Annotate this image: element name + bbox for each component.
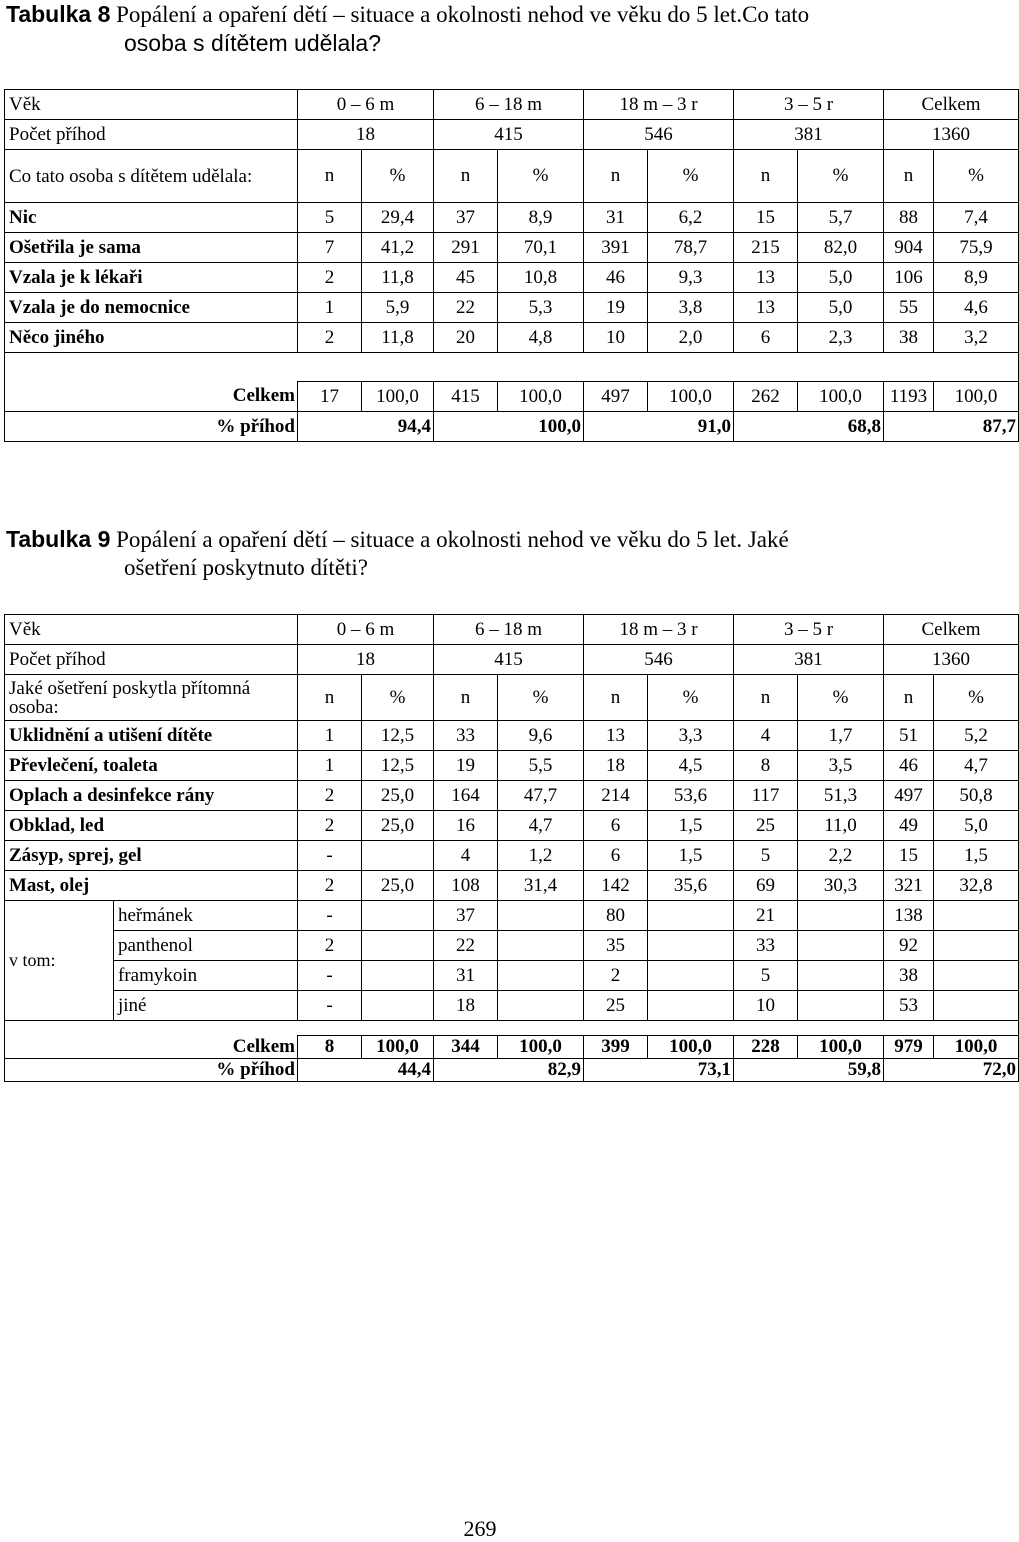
- data-cell: 18: [584, 751, 648, 781]
- table-row: [5, 203, 1019, 233]
- empty-cell: [648, 961, 734, 991]
- empty-cell: [362, 991, 434, 1021]
- data-cell: 4,7: [934, 751, 1019, 781]
- empty-cell: [934, 991, 1019, 1021]
- pct-header: %: [362, 150, 434, 203]
- table8-spacer-row: [5, 353, 1019, 382]
- data-cell: 78,7: [648, 233, 734, 263]
- count-cell: 415: [434, 645, 584, 675]
- data-cell: 29,4: [362, 203, 434, 233]
- pct-header: %: [798, 150, 884, 203]
- data-cell: 9,3: [648, 263, 734, 293]
- data-cell: -: [298, 841, 362, 871]
- row-label: Zásyp, sprej, gel: [5, 841, 298, 871]
- question-label: Co tato osoba s dítětem udělala:: [5, 150, 298, 203]
- empty-cell: [498, 961, 584, 991]
- data-cell: 5,3: [498, 293, 584, 323]
- data-cell: 50,8: [934, 781, 1019, 811]
- age-label: Věk: [5, 90, 298, 120]
- total-cell: 1193: [884, 382, 934, 412]
- data-cell: 10: [584, 323, 648, 353]
- data-cell: 6,2: [648, 203, 734, 233]
- n-header: n: [884, 675, 934, 721]
- data-cell: 291: [434, 233, 498, 263]
- data-cell: 11,8: [362, 323, 434, 353]
- data-cell: 92: [884, 931, 934, 961]
- data-cell: 5: [734, 841, 798, 871]
- empty-cell: [798, 901, 884, 931]
- data-cell: 12,5: [362, 721, 434, 751]
- data-cell: 11,8: [362, 263, 434, 293]
- subgroup-label: v tom:: [5, 901, 114, 1021]
- table-row: [5, 263, 1019, 293]
- count-label: Počet příhod: [5, 120, 298, 150]
- data-cell: 31: [584, 203, 648, 233]
- table8-age-row: [5, 90, 1019, 120]
- total-cell: 497: [584, 382, 648, 412]
- count-cell: 546: [584, 645, 734, 675]
- total-cell: 399: [584, 1036, 648, 1059]
- pct-header: %: [798, 675, 884, 721]
- count-cell: 1360: [884, 120, 1019, 150]
- data-cell: 4: [734, 721, 798, 751]
- sub-row: [5, 991, 1019, 1021]
- data-cell: -: [298, 961, 362, 991]
- data-cell: 4: [434, 841, 498, 871]
- row-label: Vzala je do nemocnice: [5, 293, 298, 323]
- total-cell: 100,0: [798, 1036, 884, 1059]
- pct-label: % příhod: [5, 1059, 298, 1082]
- data-cell: 25: [584, 991, 648, 1021]
- empty-cell: [934, 901, 1019, 931]
- total-label: Celkem: [5, 1036, 298, 1059]
- table9-caption-line2: ošetření poskytnuto dítěti?: [124, 555, 369, 580]
- data-cell: 69: [734, 871, 798, 901]
- table9-caption: [6, 525, 956, 582]
- data-cell: 9,6: [498, 721, 584, 751]
- data-cell: 4,7: [498, 811, 584, 841]
- count-label: Počet příhod: [5, 645, 298, 675]
- sub-row-label: framykoin: [114, 961, 298, 991]
- pct-cell: 91,0: [584, 412, 734, 442]
- row-label: Převlečení, toaleta: [5, 751, 298, 781]
- count-cell: 18: [298, 645, 434, 675]
- empty-cell: [362, 931, 434, 961]
- table9-question-row: [5, 675, 1019, 721]
- age-group: Celkem: [884, 90, 1019, 120]
- data-cell: 75,9: [934, 233, 1019, 263]
- data-cell: 5,0: [798, 293, 884, 323]
- total-cell: 100,0: [498, 382, 584, 412]
- data-cell: 37: [434, 901, 498, 931]
- data-cell: 1: [298, 751, 362, 781]
- data-cell: 31,4: [498, 871, 584, 901]
- total-label: Celkem: [5, 382, 298, 412]
- data-cell: 4,6: [934, 293, 1019, 323]
- row-label: Mast, olej: [5, 871, 298, 901]
- data-cell: 164: [434, 781, 498, 811]
- table9-age-row: [5, 615, 1019, 645]
- age-group: Celkem: [884, 615, 1019, 645]
- pct-cell: 73,1: [584, 1059, 734, 1082]
- data-cell: 108: [434, 871, 498, 901]
- data-cell: 8: [734, 751, 798, 781]
- total-cell: 100,0: [934, 1036, 1019, 1059]
- table9-count-row: [5, 645, 1019, 675]
- table-row: [5, 721, 1019, 751]
- data-cell: 2: [584, 961, 648, 991]
- data-cell: 15: [734, 203, 798, 233]
- data-cell: 25,0: [362, 811, 434, 841]
- pct-header: %: [934, 150, 1019, 203]
- age-label: Věk: [5, 615, 298, 645]
- data-cell: 8,9: [498, 203, 584, 233]
- data-cell: 70,1: [498, 233, 584, 263]
- data-cell: 30,3: [798, 871, 884, 901]
- sub-row-label: jiné: [114, 991, 298, 1021]
- n-header: n: [584, 675, 648, 721]
- data-cell: 6: [734, 323, 798, 353]
- total-cell: 228: [734, 1036, 798, 1059]
- table8-caption-line2: osoba s dítětem udělala?: [124, 30, 382, 56]
- age-group: 3 – 5 r: [734, 615, 884, 645]
- pct-header: %: [498, 675, 584, 721]
- age-group: 3 – 5 r: [734, 90, 884, 120]
- pct-label: % příhod: [5, 412, 298, 442]
- data-cell: 2: [298, 323, 362, 353]
- data-cell: 142: [584, 871, 648, 901]
- data-cell: 33: [434, 721, 498, 751]
- pct-header: %: [648, 150, 734, 203]
- n-header: n: [884, 150, 934, 203]
- data-cell: 88: [884, 203, 934, 233]
- table9-caption-label: Tabulka 9: [6, 526, 111, 552]
- table-row: [5, 781, 1019, 811]
- empty-cell: [648, 931, 734, 961]
- pct-cell: 100,0: [434, 412, 584, 442]
- pct-cell: 68,8: [734, 412, 884, 442]
- data-cell: 2: [298, 931, 362, 961]
- data-cell: 497: [884, 781, 934, 811]
- data-cell: 138: [884, 901, 934, 931]
- empty-cell: [362, 901, 434, 931]
- count-cell: 18: [298, 120, 434, 150]
- table-row: [5, 751, 1019, 781]
- data-cell: 2: [298, 263, 362, 293]
- total-cell: 100,0: [498, 1036, 584, 1059]
- empty-cell: [934, 961, 1019, 991]
- n-header: n: [584, 150, 648, 203]
- data-cell: 1: [298, 293, 362, 323]
- data-cell: -: [298, 991, 362, 1021]
- data-cell: 13: [734, 263, 798, 293]
- data-cell: 80: [584, 901, 648, 931]
- data-cell: 21: [734, 901, 798, 931]
- data-cell: 215: [734, 233, 798, 263]
- n-header: n: [434, 675, 498, 721]
- pct-cell: 94,4: [298, 412, 434, 442]
- data-cell: 1,2: [498, 841, 584, 871]
- data-cell: 4,5: [648, 751, 734, 781]
- data-cell: 2,3: [798, 323, 884, 353]
- sub-row-label: heřmánek: [114, 901, 298, 931]
- page-number: 269: [463, 1516, 497, 1541]
- question-label: Jaké ošetření poskytla přítomná osoba:: [5, 675, 298, 721]
- data-cell: 2: [298, 811, 362, 841]
- row-label: Vzala je k lékaři: [5, 263, 298, 293]
- data-cell: 8,9: [934, 263, 1019, 293]
- total-cell: 17: [298, 382, 362, 412]
- total-cell: 100,0: [648, 1036, 734, 1059]
- data-cell: 37: [434, 203, 498, 233]
- count-cell: 381: [734, 120, 884, 150]
- data-cell: 25,0: [362, 781, 434, 811]
- data-cell: 55: [884, 293, 934, 323]
- sub-row-label: panthenol: [114, 931, 298, 961]
- data-cell: 35,6: [648, 871, 734, 901]
- data-cell: 5,7: [798, 203, 884, 233]
- table-row: [5, 323, 1019, 353]
- data-cell: 15: [884, 841, 934, 871]
- data-cell: 117: [734, 781, 798, 811]
- sub-row: [5, 901, 1019, 931]
- data-cell: 12,5: [362, 751, 434, 781]
- age-group: 6 – 18 m: [434, 90, 584, 120]
- empty-cell: [498, 931, 584, 961]
- data-cell: 5,5: [498, 751, 584, 781]
- data-cell: 1,5: [648, 841, 734, 871]
- data-cell: 10,8: [498, 263, 584, 293]
- count-cell: 381: [734, 645, 884, 675]
- count-cell: 546: [584, 120, 734, 150]
- data-cell: 904: [884, 233, 934, 263]
- data-cell: 214: [584, 781, 648, 811]
- sub-row: [5, 931, 1019, 961]
- table8-count-row: [5, 120, 1019, 150]
- data-cell: 13: [734, 293, 798, 323]
- data-cell: 82,0: [798, 233, 884, 263]
- row-label: Něco jiného: [5, 323, 298, 353]
- table9-spacer-row: [5, 1021, 1019, 1036]
- data-cell: 53: [884, 991, 934, 1021]
- data-cell: 5,9: [362, 293, 434, 323]
- data-cell: 1: [298, 721, 362, 751]
- total-cell: 100,0: [934, 382, 1019, 412]
- table-row: [5, 871, 1019, 901]
- data-cell: 2,0: [648, 323, 734, 353]
- data-cell: 22: [434, 931, 498, 961]
- data-cell: 35: [584, 931, 648, 961]
- data-cell: 6: [584, 811, 648, 841]
- data-cell: 19: [434, 751, 498, 781]
- data-cell: 22: [434, 293, 498, 323]
- data-cell: 5,0: [798, 263, 884, 293]
- empty-cell: [498, 991, 584, 1021]
- pct-header: %: [498, 150, 584, 203]
- data-cell: 6: [584, 841, 648, 871]
- pct-header: %: [934, 675, 1019, 721]
- data-cell: [362, 841, 434, 871]
- total-cell: 100,0: [648, 382, 734, 412]
- total-cell: 262: [734, 382, 798, 412]
- empty-cell: [798, 991, 884, 1021]
- table8: [4, 89, 1019, 442]
- data-cell: 31: [434, 961, 498, 991]
- data-cell: 25: [734, 811, 798, 841]
- age-group: 6 – 18 m: [434, 615, 584, 645]
- data-cell: 16: [434, 811, 498, 841]
- data-cell: -: [298, 901, 362, 931]
- n-header: n: [298, 675, 362, 721]
- empty-cell: [798, 961, 884, 991]
- n-header: n: [298, 150, 362, 203]
- total-cell: 415: [434, 382, 498, 412]
- data-cell: 11,0: [798, 811, 884, 841]
- data-cell: 13: [584, 721, 648, 751]
- data-cell: 3,3: [648, 721, 734, 751]
- table9-total-row: [5, 1036, 1019, 1059]
- table9-caption-line1: Popálení a opaření dětí – situace a okolnosti nehod ve věku do 5 let. Jaké: [116, 527, 789, 552]
- data-cell: 1,5: [648, 811, 734, 841]
- total-cell: 100,0: [362, 382, 434, 412]
- pct-cell: 87,7: [884, 412, 1019, 442]
- row-label: Uklidnění a utišení dítěte: [5, 721, 298, 751]
- data-cell: 19: [584, 293, 648, 323]
- data-cell: 391: [584, 233, 648, 263]
- empty-cell: [498, 901, 584, 931]
- n-header: n: [734, 675, 798, 721]
- n-header: n: [434, 150, 498, 203]
- pct-cell: 82,9: [434, 1059, 584, 1082]
- data-cell: 106: [884, 263, 934, 293]
- data-cell: 5: [734, 961, 798, 991]
- row-label: Obklad, led: [5, 811, 298, 841]
- data-cell: 38: [884, 961, 934, 991]
- table8-caption: [6, 0, 956, 57]
- data-cell: 1,5: [934, 841, 1019, 871]
- data-cell: 18: [434, 991, 498, 1021]
- table-row: [5, 233, 1019, 263]
- pct-cell: 44,4: [298, 1059, 434, 1082]
- n-header: n: [734, 150, 798, 203]
- total-cell: 979: [884, 1036, 934, 1059]
- empty-cell: [648, 901, 734, 931]
- data-cell: 51,3: [798, 781, 884, 811]
- total-cell: 344: [434, 1036, 498, 1059]
- pct-cell: 59,8: [734, 1059, 884, 1082]
- row-label: Oplach a desinfekce rány: [5, 781, 298, 811]
- age-group: 0 – 6 m: [298, 90, 434, 120]
- data-cell: 32,8: [934, 871, 1019, 901]
- data-cell: 1,7: [798, 721, 884, 751]
- table-row: [5, 293, 1019, 323]
- data-cell: 7,4: [934, 203, 1019, 233]
- pct-cell: 72,0: [884, 1059, 1019, 1082]
- data-cell: 38: [884, 323, 934, 353]
- empty-cell: [362, 961, 434, 991]
- row-label: Nic: [5, 203, 298, 233]
- data-cell: 53,6: [648, 781, 734, 811]
- data-cell: 7: [298, 233, 362, 263]
- age-group: 18 m – 3 r: [584, 615, 734, 645]
- data-cell: 2: [298, 781, 362, 811]
- data-cell: 10: [734, 991, 798, 1021]
- table8-total-row: [5, 382, 1019, 412]
- data-cell: 33: [734, 931, 798, 961]
- table9-pct-row: [5, 1059, 1019, 1082]
- data-cell: 25,0: [362, 871, 434, 901]
- data-cell: 3,2: [934, 323, 1019, 353]
- table-row: [5, 841, 1019, 871]
- empty-cell: [934, 931, 1019, 961]
- pct-header: %: [362, 675, 434, 721]
- table8-question-row: [5, 150, 1019, 203]
- count-cell: 415: [434, 120, 584, 150]
- age-group: 0 – 6 m: [298, 615, 434, 645]
- data-cell: 2,2: [798, 841, 884, 871]
- data-cell: 3,8: [648, 293, 734, 323]
- data-cell: 41,2: [362, 233, 434, 263]
- data-cell: 45: [434, 263, 498, 293]
- data-cell: 5: [298, 203, 362, 233]
- total-cell: 8: [298, 1036, 362, 1059]
- data-cell: 49: [884, 811, 934, 841]
- total-cell: 100,0: [798, 382, 884, 412]
- sub-row: [5, 961, 1019, 991]
- table8-caption-label: Tabulka 8: [6, 1, 111, 27]
- data-cell: 5,0: [934, 811, 1019, 841]
- row-label: Ošetřila je sama: [5, 233, 298, 263]
- empty-cell: [648, 991, 734, 1021]
- table8-caption-line1: Popálení a opaření dětí – situace a okolnosti nehod ve věku do 5 let.Co tato: [116, 2, 810, 27]
- data-cell: 4,8: [498, 323, 584, 353]
- pct-header: %: [648, 675, 734, 721]
- data-cell: 2: [298, 871, 362, 901]
- age-group: 18 m – 3 r: [584, 90, 734, 120]
- table9: [4, 614, 1019, 1082]
- count-cell: 1360: [884, 645, 1019, 675]
- table-row: [5, 811, 1019, 841]
- data-cell: 5,2: [934, 721, 1019, 751]
- data-cell: 47,7: [498, 781, 584, 811]
- data-cell: 321: [884, 871, 934, 901]
- empty-cell: [798, 931, 884, 961]
- data-cell: 46: [584, 263, 648, 293]
- total-cell: 100,0: [362, 1036, 434, 1059]
- data-cell: 3,5: [798, 751, 884, 781]
- data-cell: 20: [434, 323, 498, 353]
- data-cell: 46: [884, 751, 934, 781]
- data-cell: 51: [884, 721, 934, 751]
- table8-pct-row: [5, 412, 1019, 442]
